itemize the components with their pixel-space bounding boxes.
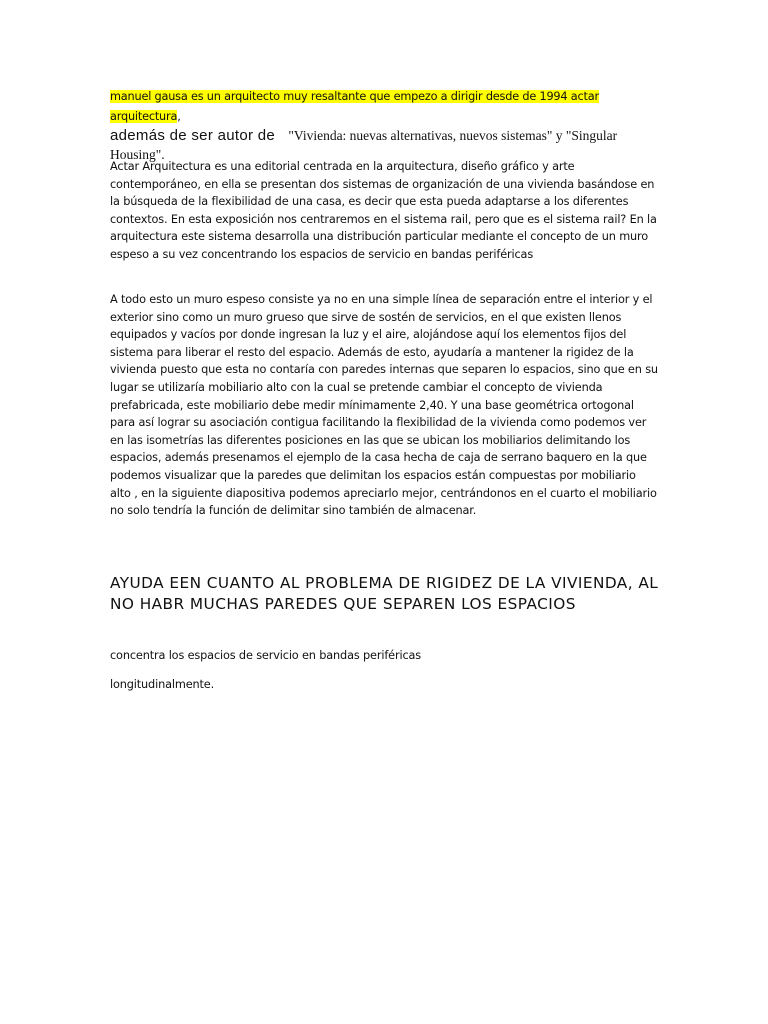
author-prefix: además de ser autor de: [110, 127, 276, 144]
intro-paragraph: [110, 86, 658, 164]
text-line-1: concentra los espacios de servicio en bandas periféricas: [110, 649, 422, 662]
highlighted-text: manuel gausa es un arquitecto muy resaltante que empezo a dirigir desde de 1994 actar arquitectura: [110, 90, 599, 123]
text-line-2: longitudinalmente.: [110, 678, 215, 691]
intro-comma: ,: [177, 110, 181, 123]
book-titles: "Vivienda: nuevas alternativas, nuevos sistemas" y "Singular Housing".: [110, 128, 618, 162]
body-paragraph-2: A todo esto un muro espeso consiste ya no en una simple línea de separación entre el interior y el exterior sino como un muro grueso que sirve de sostén de servicios, en el que existen llenos equipados y vacíos por donde ingresan la luz y el aire, alojándose aquí los elementos fijos del sistema para liberar el resto del espacio. Además de esto, ayudaría a mantener la rigidez de la vivienda puesto que esta no contaría con paredes internas que separen lo espacios, sino que en su lugar se utilizaría mobiliario alto con la cual se pretende cambiar el concepto de vivienda prefabricada, este mobiliario debe medir mínimamente 2,40. Y una base geométrica ortogonal para así lograr su asociación contigua facilitando la flexibilidad de la vivienda como podemos ver en las isometrías las diferentes posiciones en las que se ubican los mobiliarios delimitando los espacios, además presenamos el ejemplo de la casa hecha de caja de serrano baquero en la que podemos visualizar que la paredes que delimitan los espacios están compuestas por mobiliario alto , en la siguiente diapositiva podemos apreciarlo mejor, centrándonos en el cuarto el mobiliario no solo tendría la función de delimitar sino también de almacenar.: [110, 293, 658, 518]
section-heading: AYUDA EEN CUANTO AL PROBLEMA DE RIGIDEZ DE LA VIVIENDA, AL NO HABR MUCHAS PAREDES QUE SEPAREN LOS ESPACIOS: [110, 574, 659, 613]
body-paragraph-1: Actar Arquitectura es una editorial centrada en la arquitectura, diseño gráfico y arte contemporáneo, en ella se presentan dos sistemas de organización de una vivienda basándose en la búsqueda de la flexibilidad de una casa, es decir que esta pueda adaptarse a los diferentes contextos. En esta exposición nos centraremos en el sistema rail, pero que es el sistema rail? En la arquitectura este sistema desarrolla una distribución particular mediante el concepto de un muro espeso a su vez concentrando los espacios de servicio en bandas periféricas: [110, 160, 657, 261]
